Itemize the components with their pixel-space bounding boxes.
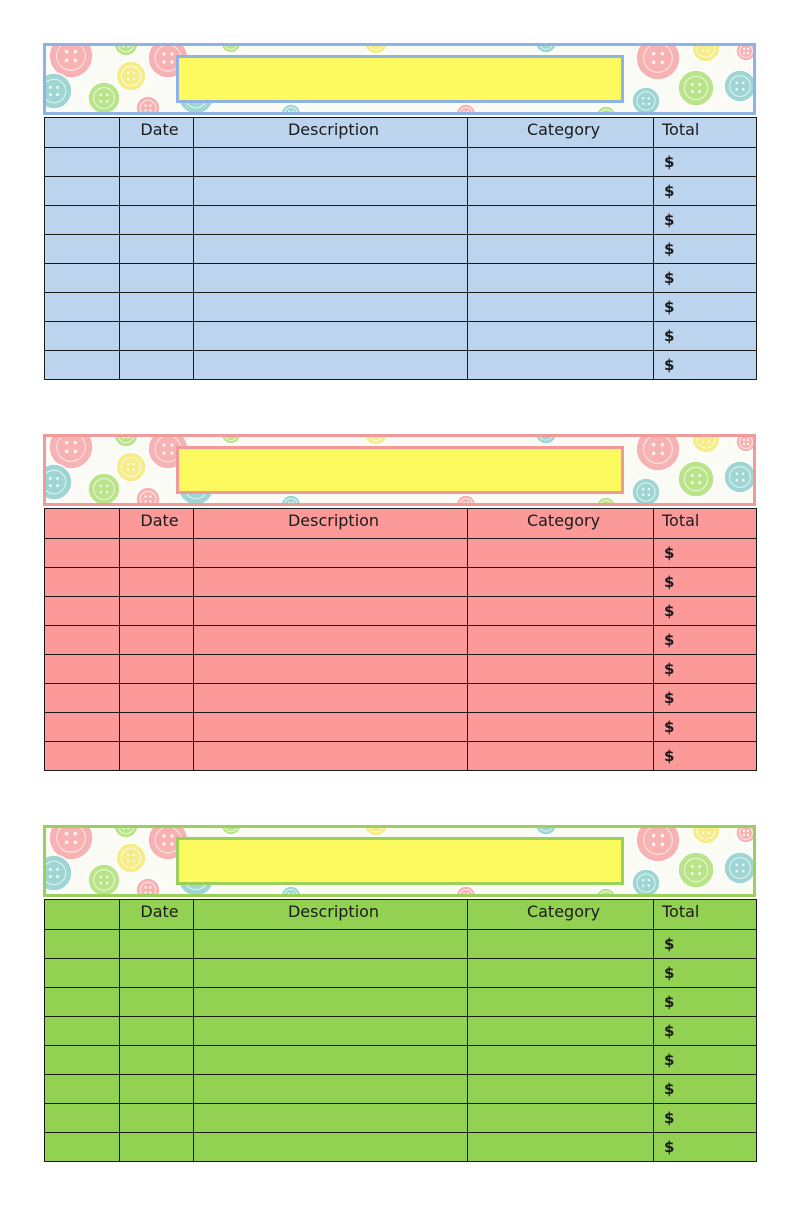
category-cell[interactable] bbox=[468, 597, 654, 626]
row-label-cell[interactable] bbox=[45, 177, 120, 206]
row-label-cell[interactable] bbox=[45, 206, 120, 235]
ledger-banner bbox=[43, 825, 756, 897]
description-cell[interactable] bbox=[194, 1017, 468, 1046]
total-cell[interactable]: $ bbox=[654, 1104, 757, 1133]
date-cell[interactable] bbox=[120, 626, 194, 655]
category-cell[interactable] bbox=[468, 713, 654, 742]
column-header-category: Category bbox=[468, 900, 654, 930]
expense-ledger-green bbox=[43, 825, 756, 1162]
description-cell[interactable] bbox=[194, 988, 468, 1017]
category-cell[interactable] bbox=[468, 1075, 654, 1104]
total-cell[interactable]: $ bbox=[654, 264, 757, 293]
description-cell[interactable] bbox=[194, 148, 468, 177]
category-cell[interactable] bbox=[468, 322, 654, 351]
date-cell[interactable] bbox=[120, 539, 194, 568]
total-cell[interactable]: $ bbox=[654, 539, 757, 568]
table-row bbox=[45, 1133, 757, 1162]
table-row bbox=[45, 177, 757, 206]
expense-ledger-blue bbox=[43, 43, 756, 380]
ledger-title-field[interactable] bbox=[176, 446, 624, 494]
category-cell[interactable] bbox=[468, 988, 654, 1017]
column-header-total: Total bbox=[654, 118, 757, 148]
total-cell[interactable]: $ bbox=[654, 1046, 757, 1075]
category-cell[interactable] bbox=[468, 264, 654, 293]
description-cell[interactable] bbox=[194, 235, 468, 264]
category-cell[interactable] bbox=[468, 655, 654, 684]
row-label-cell[interactable] bbox=[45, 988, 120, 1017]
description-cell[interactable] bbox=[194, 930, 468, 959]
ledger-table bbox=[44, 899, 757, 1162]
row-label-cell[interactable] bbox=[45, 235, 120, 264]
total-cell[interactable]: $ bbox=[654, 597, 757, 626]
row-label-cell[interactable] bbox=[45, 684, 120, 713]
description-cell[interactable] bbox=[194, 539, 468, 568]
row-label-cell[interactable] bbox=[45, 293, 120, 322]
row-label-cell[interactable] bbox=[45, 264, 120, 293]
column-header-total: Total bbox=[654, 900, 757, 930]
total-cell[interactable]: $ bbox=[654, 930, 757, 959]
total-cell[interactable]: $ bbox=[654, 655, 757, 684]
description-cell[interactable] bbox=[194, 568, 468, 597]
row-label-cell[interactable] bbox=[45, 742, 120, 771]
total-cell[interactable]: $ bbox=[654, 206, 757, 235]
table-row bbox=[45, 1075, 757, 1104]
table-row bbox=[45, 539, 757, 568]
row-label-cell[interactable] bbox=[45, 568, 120, 597]
table-row bbox=[45, 568, 757, 597]
ledger-title-field[interactable] bbox=[176, 837, 624, 885]
description-cell[interactable] bbox=[194, 959, 468, 988]
description-cell[interactable] bbox=[194, 626, 468, 655]
category-cell[interactable] bbox=[468, 235, 654, 264]
category-cell[interactable] bbox=[468, 148, 654, 177]
row-label-cell[interactable] bbox=[45, 1104, 120, 1133]
date-cell[interactable] bbox=[120, 322, 194, 351]
total-cell[interactable]: $ bbox=[654, 1017, 757, 1046]
description-cell[interactable] bbox=[194, 322, 468, 351]
expense-ledger-pink bbox=[43, 434, 756, 771]
table-row bbox=[45, 655, 757, 684]
table-row bbox=[45, 293, 757, 322]
description-cell[interactable] bbox=[194, 597, 468, 626]
table-row bbox=[45, 959, 757, 988]
row-label-cell[interactable] bbox=[45, 626, 120, 655]
table-row bbox=[45, 148, 757, 177]
category-cell[interactable] bbox=[468, 959, 654, 988]
date-cell[interactable] bbox=[120, 930, 194, 959]
category-cell[interactable] bbox=[468, 351, 654, 380]
description-cell[interactable] bbox=[194, 1046, 468, 1075]
total-cell[interactable]: $ bbox=[654, 322, 757, 351]
row-label-cell[interactable] bbox=[45, 597, 120, 626]
table-row bbox=[45, 626, 757, 655]
table-row bbox=[45, 597, 757, 626]
ledger-table bbox=[44, 117, 757, 380]
row-label-cell[interactable] bbox=[45, 148, 120, 177]
date-cell[interactable] bbox=[120, 1017, 194, 1046]
category-cell[interactable] bbox=[468, 742, 654, 771]
header-row bbox=[45, 900, 757, 930]
date-cell[interactable] bbox=[120, 1046, 194, 1075]
row-label-cell[interactable] bbox=[45, 1075, 120, 1104]
description-cell[interactable] bbox=[194, 264, 468, 293]
date-cell[interactable] bbox=[120, 351, 194, 380]
total-cell[interactable]: $ bbox=[654, 626, 757, 655]
category-cell[interactable] bbox=[468, 1104, 654, 1133]
date-cell[interactable] bbox=[120, 597, 194, 626]
date-cell[interactable] bbox=[120, 655, 194, 684]
category-cell[interactable] bbox=[468, 1133, 654, 1162]
category-cell[interactable] bbox=[468, 1046, 654, 1075]
date-cell[interactable] bbox=[120, 177, 194, 206]
ledger-banner bbox=[43, 43, 756, 115]
table-row bbox=[45, 930, 757, 959]
table-row bbox=[45, 1017, 757, 1046]
total-cell[interactable]: $ bbox=[654, 742, 757, 771]
date-cell[interactable] bbox=[120, 293, 194, 322]
date-cell[interactable] bbox=[120, 235, 194, 264]
table-row bbox=[45, 206, 757, 235]
column-header-description: Description bbox=[194, 900, 468, 930]
description-cell[interactable] bbox=[194, 293, 468, 322]
date-cell[interactable] bbox=[120, 264, 194, 293]
header-row bbox=[45, 509, 757, 539]
column-header-total: Total bbox=[654, 509, 757, 539]
table-row bbox=[45, 713, 757, 742]
total-cell[interactable]: $ bbox=[654, 1075, 757, 1104]
description-cell[interactable] bbox=[194, 177, 468, 206]
category-cell[interactable] bbox=[468, 1017, 654, 1046]
column-header-date: Date bbox=[120, 509, 194, 539]
row-label-cell[interactable] bbox=[45, 1046, 120, 1075]
total-cell[interactable]: $ bbox=[654, 684, 757, 713]
description-cell[interactable] bbox=[194, 1133, 468, 1162]
date-cell[interactable] bbox=[120, 568, 194, 597]
total-cell[interactable]: $ bbox=[654, 568, 757, 597]
total-cell[interactable]: $ bbox=[654, 959, 757, 988]
date-cell[interactable] bbox=[120, 1104, 194, 1133]
column-header-category: Category bbox=[468, 509, 654, 539]
row-label-cell[interactable] bbox=[45, 1133, 120, 1162]
total-cell[interactable]: $ bbox=[654, 351, 757, 380]
description-cell[interactable] bbox=[194, 655, 468, 684]
category-cell[interactable] bbox=[468, 930, 654, 959]
table-row bbox=[45, 684, 757, 713]
description-cell[interactable] bbox=[194, 206, 468, 235]
category-cell[interactable] bbox=[468, 684, 654, 713]
date-cell[interactable] bbox=[120, 713, 194, 742]
table-row bbox=[45, 1046, 757, 1075]
column-header-date: Date bbox=[120, 118, 194, 148]
total-cell[interactable]: $ bbox=[654, 988, 757, 1017]
column-header-blank bbox=[45, 118, 120, 148]
date-cell[interactable] bbox=[120, 742, 194, 771]
date-cell[interactable] bbox=[120, 148, 194, 177]
table-row bbox=[45, 988, 757, 1017]
date-cell[interactable] bbox=[120, 206, 194, 235]
date-cell[interactable] bbox=[120, 1133, 194, 1162]
date-cell[interactable] bbox=[120, 1075, 194, 1104]
date-cell[interactable] bbox=[120, 988, 194, 1017]
total-cell[interactable]: $ bbox=[654, 713, 757, 742]
table-row bbox=[45, 351, 757, 380]
description-cell[interactable] bbox=[194, 742, 468, 771]
ledger-banner bbox=[43, 434, 756, 506]
column-header-description: Description bbox=[194, 509, 468, 539]
row-label-cell[interactable] bbox=[45, 322, 120, 351]
total-cell[interactable]: $ bbox=[654, 293, 757, 322]
table-row bbox=[45, 235, 757, 264]
category-cell[interactable] bbox=[468, 177, 654, 206]
description-cell[interactable] bbox=[194, 713, 468, 742]
row-label-cell[interactable] bbox=[45, 539, 120, 568]
ledger-table bbox=[44, 508, 757, 771]
column-header-description: Description bbox=[194, 118, 468, 148]
category-cell[interactable] bbox=[468, 568, 654, 597]
category-cell[interactable] bbox=[468, 206, 654, 235]
table-row bbox=[45, 1104, 757, 1133]
total-cell[interactable]: $ bbox=[654, 1133, 757, 1162]
column-header-blank bbox=[45, 900, 120, 930]
column-header-date: Date bbox=[120, 900, 194, 930]
description-cell[interactable] bbox=[194, 351, 468, 380]
row-label-cell[interactable] bbox=[45, 959, 120, 988]
date-cell[interactable] bbox=[120, 959, 194, 988]
table-row bbox=[45, 264, 757, 293]
category-cell[interactable] bbox=[468, 539, 654, 568]
column-header-category: Category bbox=[468, 118, 654, 148]
row-label-cell[interactable] bbox=[45, 930, 120, 959]
table-row bbox=[45, 742, 757, 771]
date-cell[interactable] bbox=[120, 684, 194, 713]
description-cell[interactable] bbox=[194, 684, 468, 713]
ledger-title-field[interactable] bbox=[176, 55, 624, 103]
total-cell[interactable]: $ bbox=[654, 148, 757, 177]
row-label-cell[interactable] bbox=[45, 351, 120, 380]
description-cell[interactable] bbox=[194, 1104, 468, 1133]
total-cell[interactable]: $ bbox=[654, 235, 757, 264]
header-row bbox=[45, 118, 757, 148]
category-cell[interactable] bbox=[468, 626, 654, 655]
row-label-cell[interactable] bbox=[45, 713, 120, 742]
total-cell[interactable]: $ bbox=[654, 177, 757, 206]
category-cell[interactable] bbox=[468, 293, 654, 322]
row-label-cell[interactable] bbox=[45, 1017, 120, 1046]
table-row bbox=[45, 322, 757, 351]
description-cell[interactable] bbox=[194, 1075, 468, 1104]
row-label-cell[interactable] bbox=[45, 655, 120, 684]
column-header-blank bbox=[45, 509, 120, 539]
